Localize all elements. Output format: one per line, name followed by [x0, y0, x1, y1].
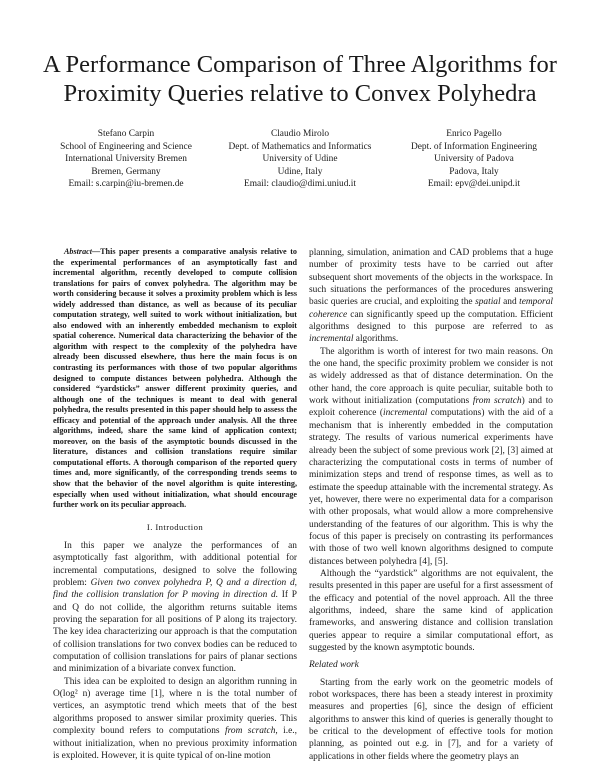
author-name: Stefano Carpin [97, 129, 155, 139]
paper-title: A Performance Comparison of Three Algorithms for Proximity Queries relative to Convex Polyhedra [43, 51, 557, 107]
author-location: Bremen, Germany [91, 166, 161, 177]
author-email: Email: epv@dei.unipd.it [427, 179, 521, 189]
author-affiliation: Dept. of Mathematics and Informatics [228, 141, 372, 152]
author-email: Email: s.carpin@iu-bremen.de [68, 179, 184, 189]
body-paragraph-yardsticks: Although the “yardstick” algorithms are not equivalent, the results presented in this paper are useful for a first assessment of the efficacy and potential of the novel approach. All the three algorithms, indeed, share the same kind of application frameworks, and answering distance and collision translation queries appear to require a similar computational effort, as suggested by the known asymptotic bounds. [309, 568, 553, 653]
left-column [53, 247, 297, 762]
author-affiliation: Dept. of Information Engineering [410, 141, 537, 152]
body-paragraph-reasons: The algorithm is worth of interest for two main reasons. On the one hand, the specific proximity problem we consider is not as widely addressed as that of distance determination. On the other hand, the core approach is quite peculiar, suitable both to work without initialization (computations from scratch) and to exploit coherence (incremental computations) with the aid of a mechanism that is inherently embedded in the computation strategy. The results of various numerical experiments have already been the subject of some previous work [2], [3] aimed at characterizing the computational costs in terms of number of minimization steps and trend of response times, as well as to estimate the speedup attainable with the incremental strategy. As yet, however, there were no experimental data for a comparison with other proposals, what would allow a more comprehensive understanding of the features of our algorithm. This is why the focus of this paper is precisely on contrasting its performances with those of two well known algorithms designed to compute distances between polyhedra [4], [5]. [309, 346, 554, 567]
abstract-text: —This paper presents a comparative analysis relative to the experimental performances of an asymptotically fast and incremental algorithm, recently developed to compute collision translations for pairs of convex polyhedra. The algorithm may be worth considering because it solves a proximity problem which is less widely addressed than distance, as well as because of its peculiar computation strategy, well suited to work without initialization, but also endowed with an inherently embedded mechanism to exploit spatial coherence. Numerical data characterizing the behavior of the algorithm with respect to the complexity of the polyhedra have already been discussed elsewhere, thus here the main focus is on contrasting its performances with those of two popular algorithms designed to compute distances between polyhedra. Although the considered “yardsticks” answer different proximity queries, and although one of the techniques is meant to deal with general polyhedra, the results presented in this paper should help to assess the efficacy and potential of the approach under analysis. All the three algorithms, indeed, share the same kind of application context; moreover, on the basis of the asymptotic bounds discussed in the literature, distances and collision translations require similar computational efforts. A thorough comparison of the reported query times and, more significantly, of the corresponding trends seems to show that the behavior of the novel algorithm is quite interesting, especially when used without initialization, what should encourage further work on its peculiar approach. [53, 247, 297, 510]
intro-paragraph-1: In this paper we analyze the performances of an asymptotically fast algorithm, with additional potential for incremental computations, designed to solve the following problem: Given two convex polyhedra P, Q and a direction d, find the collision translation for P moving in direction d. If P and Q do not collide, the algorithm returns suitable items proving the separation for all positions of P along its trajectory. The key idea characterizing our approach is that the computation of collision translations for two convex bodies can be reduced to computation of collision translations for pairs of planar sections and minimization of a bivariate convex function. [53, 541, 297, 675]
right-column [309, 247, 553, 763]
body-paragraph-related-work: Starting from the early work on the geometric models of robot workspaces, there has been a steady interest in proximity measures and properties [6], since the design of efficient algorithms to answer this kind of queries is generally thought to be critical to the development of effective tools for motion planning, as pointed out e.g. in [7], and for a variety of applications in other fields where the geometry plays an [309, 677, 553, 762]
author-name: Claudio Mirolo [270, 129, 330, 139]
author-location: Udine, Italy [277, 166, 323, 177]
author-institution: International University Bremen [65, 154, 187, 164]
author-location: Padova, Italy [449, 166, 499, 177]
subsection-heading-related-work: Related work [309, 660, 359, 671]
abstract [53, 247, 297, 511]
author-3 [388, 128, 560, 191]
author-2 [214, 128, 386, 191]
author-institution: University of Padova [434, 154, 514, 164]
abstract-label: Abstract [64, 247, 92, 256]
author-institution: University of Udine [262, 154, 338, 164]
body-paragraph-continued: planning, simulation, animation and CAD problems that a huge number of proximity tests have to be carried out after subsequent short movements of the objects in the workspace. In such situations the performances of the procedures answering basic queries are crucial, and exploiting the spatial and temporal coherence can significantly speed up the computation. Efficient algorithms designed to this purpose are referred to as incremental algorithms. [309, 248, 553, 345]
author-email: Email: claudio@dimi.uniud.it [243, 179, 356, 189]
intro-paragraph-2: This idea can be exploited to design an algorithm running in O(log² n) average time [1], where n is the total number of vertices, an asymptotic trend which meets that of the best algorithms proposed to answer similar proximity queries. This complexity bound refers to computations from scratch, i.e., without initialization, when no previous proximity information is exploited. However, it is quite typical of on-line motion [53, 676, 297, 761]
author-1 [40, 128, 212, 191]
author-name: Enrico Pagello [446, 129, 502, 139]
section-heading-introduction: I. Introduction [146, 521, 204, 532]
author-affiliation: School of Engineering and Science [60, 141, 192, 152]
author-block [40, 128, 560, 191]
